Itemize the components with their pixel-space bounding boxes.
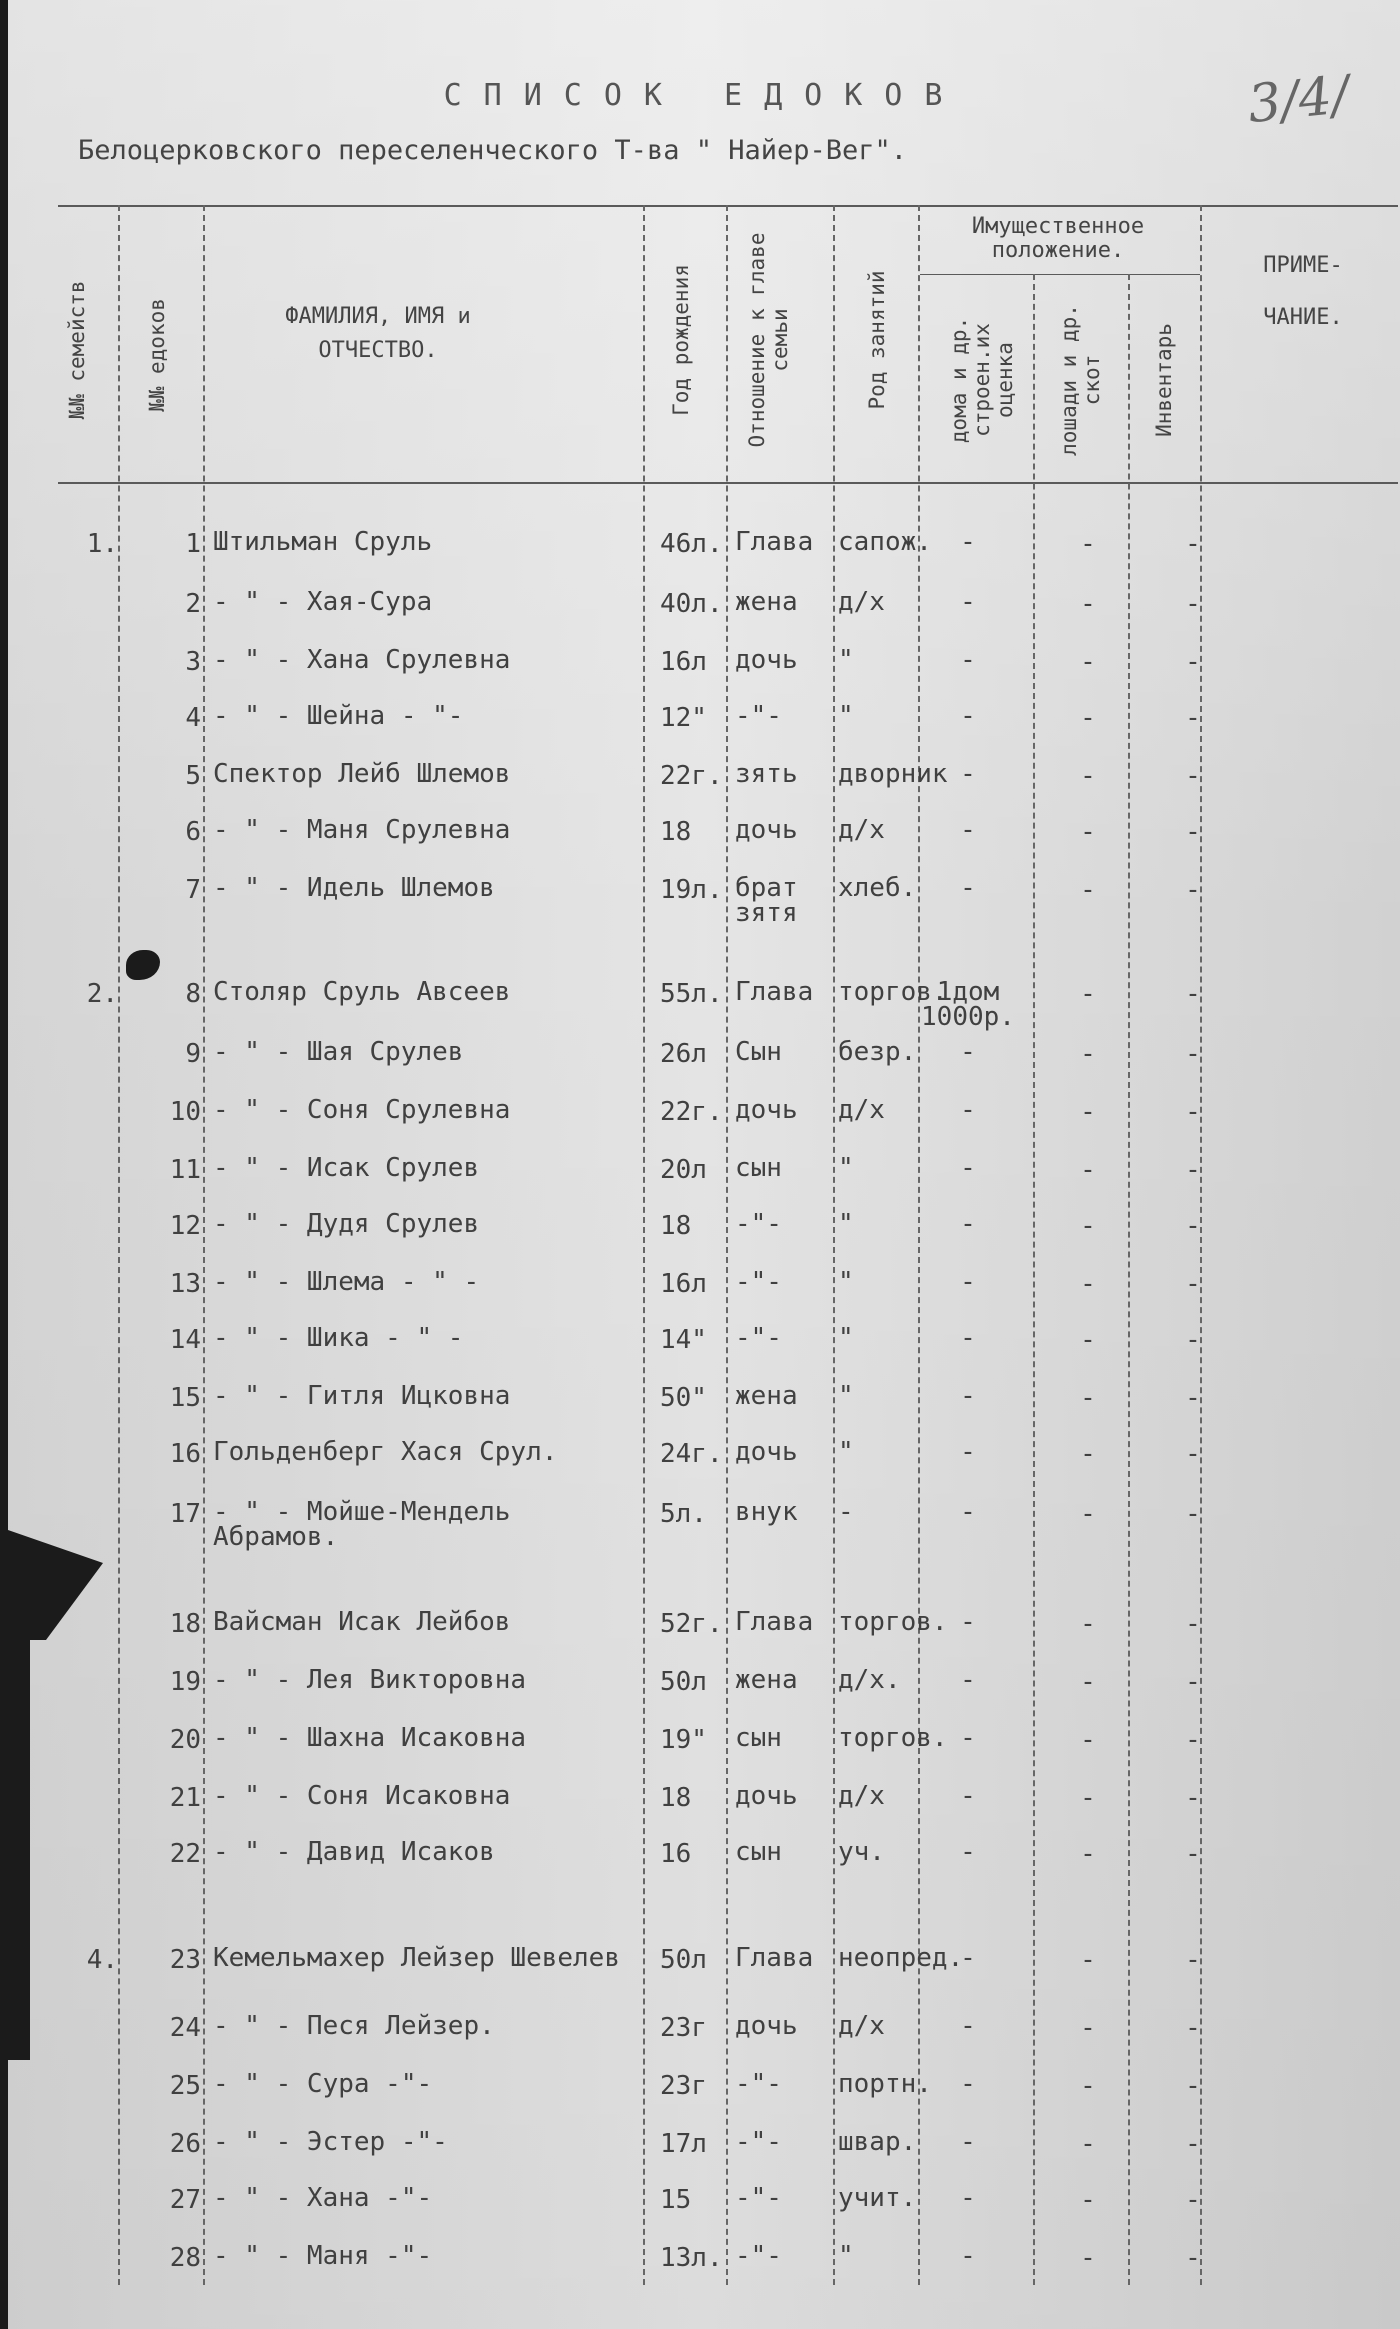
cell-occupation: торгов.	[838, 1723, 948, 1753]
cell-occupation: торгов.	[838, 1607, 948, 1637]
cell-houses: -	[960, 1209, 976, 1239]
cell-person-name: - " - Идель Шлемов	[213, 873, 495, 903]
cell-inventory: -	[1185, 761, 1201, 791]
cell-birth-year: 50л	[660, 1667, 707, 1697]
cell-person-name: - " - Дудя Срулев	[213, 1209, 480, 1239]
header-eater-no: №№ едоков	[145, 298, 169, 412]
cell-eater-no: 28	[169, 2243, 201, 2273]
cell-livestock: -	[1080, 2243, 1096, 2273]
cell-person-name: - " - Хая-Сура	[213, 587, 433, 617]
cell-livestock: -	[1080, 979, 1096, 1009]
cell-eater-no: 2	[185, 589, 201, 619]
cell-relation: -"-	[735, 2069, 782, 2099]
cell-eater-no: 12	[169, 1211, 201, 1241]
cell-inventory: -	[1185, 2185, 1201, 2215]
cell-relation: -"-	[735, 2241, 782, 2271]
cell-houses: -	[960, 2241, 976, 2271]
cell-inventory: -	[1185, 2013, 1201, 2043]
cell-occupation: "	[838, 1267, 854, 1297]
cell-eater-no: 11	[169, 1155, 201, 1185]
cell-occupation: д/х	[838, 2011, 885, 2041]
cell-birth-year: 22г.	[660, 1097, 723, 1127]
cell-eater-no: 6	[185, 817, 201, 847]
cell-person-name: - " - Хана Срулевна	[213, 645, 511, 675]
cell-livestock: -	[1080, 2129, 1096, 2159]
cell-relation: дочь	[735, 1437, 798, 1467]
cell-occupation: "	[838, 645, 854, 675]
cell-livestock: -	[1080, 2185, 1096, 2215]
cell-occupation: "	[838, 1437, 854, 1467]
cell-birth-year: 19л.	[660, 875, 723, 905]
cell-relation: -"-	[735, 1267, 782, 1297]
cell-relation: -"-	[735, 2127, 782, 2157]
header-bottom-rule	[58, 482, 1398, 484]
cell-birth-year: 16л	[660, 647, 707, 677]
cell-person-name: - " - Мойше-Мендель Абрамов.	[213, 1497, 511, 1552]
cell-livestock: -	[1080, 1383, 1096, 1413]
cell-houses: -	[960, 1497, 976, 1527]
cell-person-name: - " - Соня Исаковна	[213, 1781, 511, 1811]
cell-livestock: -	[1080, 761, 1096, 791]
property-subrule	[920, 274, 1200, 275]
cell-birth-year: 46л.	[660, 529, 723, 559]
cell-relation: жена	[735, 587, 798, 617]
cell-person-name: - " - Шлема - " -	[213, 1267, 480, 1297]
cell-inventory: -	[1185, 1783, 1201, 1813]
cell-eater-no: 10	[169, 1097, 201, 1127]
document-subtitle: Белоцерковского переселенческого Т-ва " Найер-Вег".	[78, 135, 908, 166]
col-divider-6	[918, 205, 920, 2285]
header-houses: дома и др. строен.их оценка	[947, 316, 1017, 444]
cell-relation: сын	[735, 1153, 782, 1183]
cell-birth-year: 5л.	[660, 1499, 707, 1529]
cell-livestock: -	[1080, 1725, 1096, 1755]
col-divider-2	[203, 205, 205, 2285]
table-top-rule	[58, 205, 1398, 207]
cell-eater-no: 5	[185, 761, 201, 791]
cell-eater-no: 14	[169, 1325, 201, 1355]
cell-person-name: - " - Сура -"-	[213, 2069, 433, 2099]
cell-houses: -	[960, 1665, 976, 1695]
cell-relation: Глава	[735, 1943, 814, 1973]
cell-person-name: Спектор Лейб Шлемов	[213, 759, 511, 789]
cell-houses: -	[960, 1381, 976, 1411]
cell-houses: -	[960, 2069, 976, 2099]
cell-birth-year: 18	[660, 1783, 692, 1813]
cell-houses: -	[960, 1437, 976, 1467]
cell-occupation: дворник	[838, 759, 948, 789]
cell-occupation: "	[838, 1323, 854, 1353]
cell-occupation: д/х	[838, 587, 885, 617]
cell-inventory: -	[1185, 1609, 1201, 1639]
cell-livestock: -	[1080, 1783, 1096, 1813]
cell-houses: -	[960, 1607, 976, 1637]
cell-birth-year: 12"	[660, 703, 707, 733]
header-name: ФАМИЛИЯ, ИМЯ и ОТЧЕСТВО.	[285, 304, 471, 363]
cell-houses: -	[960, 645, 976, 675]
cell-houses: -	[960, 1723, 976, 1753]
cell-birth-year: 16	[660, 1839, 692, 1869]
cell-person-name: - " - Лея Викторовна	[213, 1665, 527, 1695]
cell-inventory: -	[1185, 703, 1201, 733]
cell-birth-year: 18	[660, 1211, 692, 1241]
cell-occupation: неопред.	[838, 1943, 964, 1973]
cell-livestock: -	[1080, 1039, 1096, 1069]
cell-eater-no: 18	[169, 1609, 201, 1639]
cell-occupation: сапож.	[838, 527, 932, 557]
cell-birth-year: 17л	[660, 2129, 707, 2159]
cell-livestock: -	[1080, 1609, 1096, 1639]
cell-houses: 1дом 1000р.	[921, 977, 1015, 1032]
header-notes: ПРИМЕ- ЧАНИЕ.	[1263, 253, 1343, 330]
cell-relation: Сын	[735, 1037, 782, 1067]
cell-person-name: - " - Маня Срулевна	[213, 815, 511, 845]
cell-houses: -	[960, 2183, 976, 2213]
cell-occupation: безр.	[838, 1037, 917, 1067]
cell-relation: дочь	[735, 2011, 798, 2041]
archive-mark: 3/4/	[1245, 64, 1353, 136]
cell-birth-year: 14"	[660, 1325, 707, 1355]
cell-inventory: -	[1185, 1725, 1201, 1755]
cell-occupation: -	[838, 1497, 854, 1527]
cell-houses: -	[960, 1153, 976, 1183]
cell-livestock: -	[1080, 1269, 1096, 1299]
cell-livestock: -	[1080, 875, 1096, 905]
cell-eater-no: 23	[169, 1945, 201, 1975]
cell-person-name: - " - Соня Срулевна	[213, 1095, 511, 1125]
cell-relation: жена	[735, 1665, 798, 1695]
cell-eater-no: 17	[169, 1499, 201, 1529]
cell-person-name: Столяр Сруль Авсеев	[213, 977, 511, 1007]
cell-livestock: -	[1080, 1325, 1096, 1355]
cell-livestock: -	[1080, 1945, 1096, 1975]
cell-relation: Глава	[735, 527, 814, 557]
cell-inventory: -	[1185, 2129, 1201, 2159]
cell-houses: -	[960, 1037, 976, 1067]
cell-houses: -	[960, 1267, 976, 1297]
cell-relation: зять	[735, 759, 798, 789]
cell-relation: жена	[735, 1381, 798, 1411]
cell-eater-no: 25	[169, 2071, 201, 2101]
cell-occupation: портн.	[838, 2069, 932, 2099]
cell-relation: дочь	[735, 645, 798, 675]
cell-person-name: - " - Хана -"-	[213, 2183, 433, 2213]
cell-birth-year: 23г	[660, 2013, 707, 2043]
cell-inventory: -	[1185, 875, 1201, 905]
cell-houses: -	[960, 587, 976, 617]
cell-birth-year: 20л	[660, 1155, 707, 1185]
cell-livestock: -	[1080, 1097, 1096, 1127]
cell-birth-year: 24г.	[660, 1439, 723, 1469]
cell-eater-no: 22	[169, 1839, 201, 1869]
cell-occupation: швар.	[838, 2127, 917, 2157]
cell-person-name: - " - Гитля Ицковна	[213, 1381, 511, 1411]
header-livestock: лошади и др. скот	[1057, 304, 1104, 456]
cell-birth-year: 18	[660, 817, 692, 847]
cell-houses: -	[960, 701, 976, 731]
cell-eater-no: 21	[169, 1783, 201, 1813]
cell-eater-no: 1	[185, 529, 201, 559]
cell-relation: дочь	[735, 1781, 798, 1811]
col-divider-5	[833, 205, 835, 2285]
cell-relation: -"-	[735, 1209, 782, 1239]
cell-person-name: - " - Шахна Исаковна	[213, 1723, 527, 1753]
cell-eater-no: 13	[169, 1269, 201, 1299]
cell-family-no: 2.	[86, 979, 118, 1009]
cell-inventory: -	[1185, 1439, 1201, 1469]
cell-birth-year: 15	[660, 2185, 692, 2215]
cell-relation: сын	[735, 1723, 782, 1753]
cell-inventory: -	[1185, 1039, 1201, 1069]
cell-relation: внук	[735, 1497, 798, 1527]
cell-person-name: - " - Шая Срулев	[213, 1037, 464, 1067]
cell-family-no: 4.	[86, 1945, 118, 1975]
col-divider-4	[726, 205, 728, 2285]
cell-eater-no: 19	[169, 1667, 201, 1697]
cell-houses: -	[960, 1837, 976, 1867]
cell-inventory: -	[1185, 1325, 1201, 1355]
cell-eater-no: 27	[169, 2185, 201, 2215]
header-family-no: №№ семейств	[65, 280, 89, 420]
cell-inventory: -	[1185, 529, 1201, 559]
col-divider-3	[643, 205, 645, 2285]
cell-birth-year: 52г.	[660, 1609, 723, 1639]
cell-birth-year: 50"	[660, 1383, 707, 1413]
cell-livestock: -	[1080, 589, 1096, 619]
cell-family-no: 1.	[86, 529, 118, 559]
cell-livestock: -	[1080, 529, 1096, 559]
cell-birth-year: 40л.	[660, 589, 723, 619]
cell-birth-year: 55л.	[660, 979, 723, 1009]
cell-inventory: -	[1185, 1097, 1201, 1127]
cell-inventory: -	[1185, 1211, 1201, 1241]
cell-livestock: -	[1080, 817, 1096, 847]
cell-person-name: Штильман Сруль	[213, 527, 433, 557]
ink-blot	[126, 950, 160, 980]
cell-birth-year: 19"	[660, 1725, 707, 1755]
cell-eater-no: 16	[169, 1439, 201, 1469]
cell-inventory: -	[1185, 1945, 1201, 1975]
cell-person-name: Вайсман Исак Лейбов	[213, 1607, 511, 1637]
cell-inventory: -	[1185, 817, 1201, 847]
cell-eater-no: 4	[185, 703, 201, 733]
cell-occupation: д/х	[838, 1095, 885, 1125]
cell-eater-no: 9	[185, 1039, 201, 1069]
cell-eater-no: 20	[169, 1725, 201, 1755]
cell-birth-year: 23г	[660, 2071, 707, 2101]
cell-inventory: -	[1185, 1667, 1201, 1697]
cell-relation: Глава	[735, 977, 814, 1007]
document-page	[8, 0, 1400, 2329]
document-title: СПИСОК ЕДОКОВ	[443, 78, 965, 113]
cell-relation: брат зятя	[735, 873, 798, 928]
torn-edge-left	[8, 1530, 103, 1640]
cell-relation: -"-	[735, 701, 782, 731]
cell-person-name: - " - Песя Лейзер.	[213, 2011, 495, 2041]
cell-inventory: -	[1185, 1499, 1201, 1529]
cell-livestock: -	[1080, 2013, 1096, 2043]
cell-livestock: -	[1080, 1839, 1096, 1869]
cell-houses: -	[960, 815, 976, 845]
cell-eater-no: 7	[185, 875, 201, 905]
cell-birth-year: 22г.	[660, 761, 723, 791]
cell-inventory: -	[1185, 647, 1201, 677]
cell-livestock: -	[1080, 1667, 1096, 1697]
cell-birth-year: 50л	[660, 1945, 707, 1975]
cell-person-name: Гольденберг Хася Срул.	[213, 1437, 558, 1467]
cell-eater-no: 15	[169, 1383, 201, 1413]
cell-livestock: -	[1080, 1155, 1096, 1185]
cell-occupation: уч.	[838, 1837, 885, 1867]
cell-houses: -	[960, 759, 976, 789]
cell-eater-no: 24	[169, 2013, 201, 2043]
cell-relation: дочь	[735, 815, 798, 845]
cell-houses: -	[960, 2011, 976, 2041]
header-property: Имущественное положение.	[971, 214, 1145, 263]
cell-inventory: -	[1185, 1383, 1201, 1413]
header-occupation: Род занятий	[865, 270, 889, 410]
header-birth-year: Год рождения	[669, 264, 693, 416]
cell-person-name: - " - Исак Срулев	[213, 1153, 480, 1183]
cell-livestock: -	[1080, 647, 1096, 677]
cell-person-name: - " - Маня -"-	[213, 2241, 433, 2271]
cell-livestock: -	[1080, 1439, 1096, 1469]
cell-person-name: - " - Шейна - "-	[213, 701, 464, 731]
cell-occupation: хлеб.	[838, 873, 917, 903]
cell-occupation: "	[838, 2241, 854, 2271]
cell-inventory: -	[1185, 979, 1201, 1009]
cell-birth-year: 13л.	[660, 2243, 723, 2273]
cell-birth-year: 26л	[660, 1039, 707, 1069]
cell-livestock: -	[1080, 1211, 1096, 1241]
cell-relation: -"-	[735, 2183, 782, 2213]
cell-occupation: д/х	[838, 1781, 885, 1811]
cell-houses: -	[960, 2127, 976, 2157]
cell-occupation: д/х.	[838, 1665, 901, 1695]
cell-inventory: -	[1185, 2071, 1201, 2101]
cell-occupation: д/х	[838, 815, 885, 845]
cell-relation: Глава	[735, 1607, 814, 1637]
cell-houses: -	[960, 1781, 976, 1811]
cell-occupation: "	[838, 1209, 854, 1239]
cell-livestock: -	[1080, 2071, 1096, 2101]
cell-birth-year: 16л	[660, 1269, 707, 1299]
cell-houses: -	[960, 1323, 976, 1353]
cell-eater-no: 3	[185, 647, 201, 677]
cell-inventory: -	[1185, 1269, 1201, 1299]
cell-inventory: -	[1185, 1155, 1201, 1185]
cell-inventory: -	[1185, 2243, 1201, 2273]
cell-occupation: учит.	[838, 2183, 917, 2213]
cell-inventory: -	[1185, 589, 1201, 619]
cell-occupation: "	[838, 1381, 854, 1411]
cell-occupation: "	[838, 701, 854, 731]
cell-inventory: -	[1185, 1839, 1201, 1869]
cell-houses: -	[960, 527, 976, 557]
cell-relation: -"-	[735, 1323, 782, 1353]
cell-houses: -	[960, 873, 976, 903]
cell-occupation: торгов.	[838, 977, 948, 1007]
header-inventory: Инвентарь	[1152, 323, 1176, 437]
cell-person-name: Кемельмахер Лейзер Шевелев	[213, 1943, 620, 1973]
cell-houses: -	[960, 1095, 976, 1125]
cell-livestock: -	[1080, 703, 1096, 733]
cell-eater-no: 26	[169, 2129, 201, 2159]
cell-livestock: -	[1080, 1499, 1096, 1529]
cell-person-name: - " - Шика - " -	[213, 1323, 464, 1353]
cell-houses: -	[960, 1943, 976, 1973]
cell-occupation: "	[838, 1153, 854, 1183]
torn-edge-left-lower	[8, 1640, 30, 2060]
cell-relation: дочь	[735, 1095, 798, 1125]
cell-person-name: - " - Эстер -"-	[213, 2127, 448, 2157]
header-relation: Отношение к главе семьи	[745, 232, 792, 448]
cell-relation: сын	[735, 1837, 782, 1867]
cell-person-name: - " - Давид Исаков	[213, 1837, 495, 1867]
cell-eater-no: 8	[185, 979, 201, 1009]
